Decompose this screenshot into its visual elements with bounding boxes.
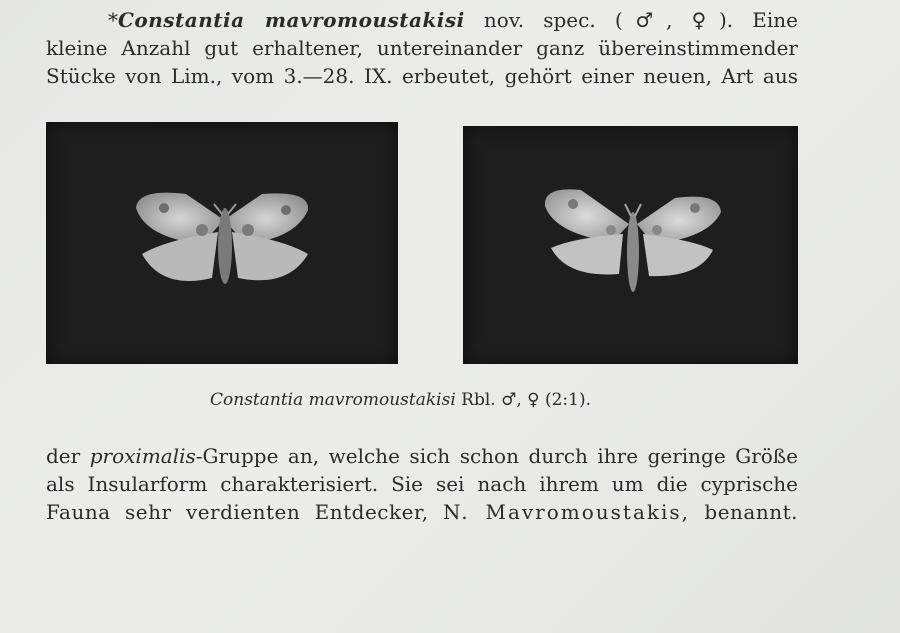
text-line-1 bbox=[108, 8, 798, 32]
caption-species: Constantia mavromoustakisi bbox=[210, 390, 456, 410]
group-name: proximalis bbox=[89, 444, 196, 468]
line1-rest: nov. spec. (♂, ♀). Eine bbox=[483, 8, 798, 32]
figure-caption bbox=[210, 388, 690, 412]
line4-post: -Gruppe an, welche sich schon durch ihre geringe Größe bbox=[195, 444, 799, 468]
moth-illustration bbox=[463, 126, 798, 364]
text-line-4 bbox=[46, 444, 798, 468]
text-line-2: kleine Anzahl gut erhaltener, untereinander ganz übereinstimmender bbox=[46, 36, 798, 60]
moth-illustration bbox=[46, 122, 398, 364]
text-line-6 bbox=[46, 500, 798, 524]
footnote-marker: * bbox=[108, 8, 118, 32]
species-name: Constantia mavromoustakisi bbox=[118, 8, 465, 32]
line6-post: benannt. bbox=[704, 500, 799, 524]
text-line-3: Stücke von Lim., vom 3.—28. IX. erbeutet, gehört einer neuen, Art aus bbox=[46, 64, 798, 88]
text-line-5: als Insularform charakterisiert. Sie sei nach ihrem um die cyprische bbox=[46, 472, 798, 496]
line6-pre: Fauna sehr verdienten Entdecker, bbox=[46, 500, 429, 524]
specimen-photo-male bbox=[46, 122, 398, 364]
specimen-photo-female bbox=[463, 126, 798, 364]
line4-pre: der bbox=[46, 444, 81, 468]
discoverer-name: N. Mavromoustakis, bbox=[443, 500, 691, 524]
caption-rest: Rbl. ♂, ♀ (2:1). bbox=[461, 390, 592, 410]
